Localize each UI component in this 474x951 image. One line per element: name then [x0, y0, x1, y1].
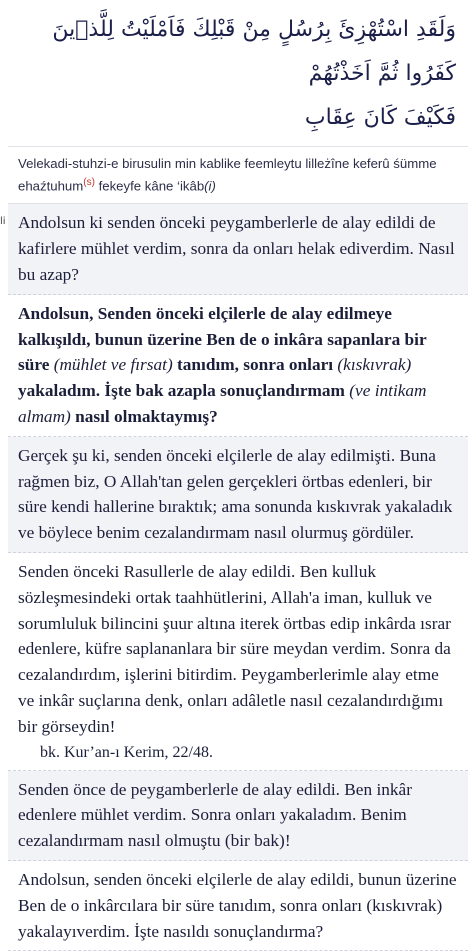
- transliteration-block: [8, 147, 468, 204]
- translation-text-4: Senden önceki Rasullerle de alay edildi. Ben kulluk sözleşmesindeki ortak taahhütlerini, Allah'a iman, kulluk ve sorumluluk bilincini şuur altına iterek örtbas edip inkârda ısrar edenlere, küfre saplananlara bir süre meydan verdim. Sonra da cezalandırdım, işlerini bitirdim. Peygamberlerimle alay etme ve inkâr suçlarına denk, onları adâletle nasıl cezalandırdığımı bir görseydin!: [18, 561, 451, 736]
- translation-block-2: [8, 295, 468, 437]
- translation-text-3: Gerçek şu ki, senden önceki elçilerle de alay edilmişti. Buna rağmen biz, O Allah'tan gelen gerçekleri örtbas edenleri, bir süre kendi hallerine bıraktık; ama sonunda kıskıvrak yakaladık ve böylece benim cezalandırmam nasıl olurmuş gördüler.: [18, 445, 453, 543]
- translation-2-italic-2: (kıskıvrak): [337, 355, 412, 375]
- translation-2-part-4: nasıl olmaktaymış?: [70, 406, 218, 426]
- transliteration-part-3: (i): [204, 177, 216, 193]
- transliteration-part-2: fekeyfe kâne ‘ikâb: [94, 177, 205, 193]
- edge-mark: li: [0, 216, 6, 228]
- reference-note: bk. Kur’an-ı Kerim, 22/48.: [40, 743, 213, 761]
- translation-text-2: [18, 301, 458, 430]
- arabic-verse-block: [8, 0, 468, 147]
- translation-2-part-2: tanıdım, sonra onları: [172, 355, 338, 375]
- translation-block-1: [0, 204, 468, 294]
- arabic-verse-line-2: فَكَيْفَ كَانَ عِقَابِ: [304, 105, 456, 130]
- translation-block-4: [8, 553, 468, 771]
- transliteration-part-1: Velekadi-stuhzi-e birusulin min kablike feemleytu lilleżîne keferû śümme ehaźtuhum: [18, 156, 437, 193]
- translation-2-italic-3: (ve intikam almam): [18, 381, 427, 426]
- translation-block-6: [8, 861, 468, 951]
- translation-2-part-1: Andolsun, Senden önceki elçilerle de alay edilmeye kalkışıldı, bunun üzerine Ben de o inkâra sapanlara bir süre: [18, 303, 427, 375]
- translation-text-5: Senden önce de peygamberlerle de alay edildi. Ben inkâr edenlere mühlet verdim. Sonra onları yakaladım. Benim cezalandırmam nasıl olmuştu (bir bak)!: [18, 779, 412, 851]
- translation-text-6: Andolsun, senden önceki elçilerle de alay edildi, bunun üzerine Ben de o inkârcılara bir süre tanıdım, sonra onları (kıskıvrak) yakalayıverdim. İşte nasıldı sonuçlandırma?: [18, 869, 457, 941]
- translation-block-5: [8, 771, 468, 861]
- transliteration-text: [18, 155, 458, 195]
- footnote-marker[interactable]: (s): [83, 176, 95, 188]
- translation-2-part-3: yakaladım. İşte bak azapla sonuçlandırmam: [18, 381, 350, 401]
- translation-2-italic-1: (mühlet ve fırsat): [53, 355, 173, 375]
- arabic-verse-line-1: وَلَقَدِ اسْتُهْزِئَ بِرُسُلٍ مِنْ قَبْلِكَ فَاَمْلَيْتُ لِلَّذ۪ينَ كَفَرُوا ثُمَّ اَخَذْتُهُمْ: [52, 17, 456, 86]
- translation-text-1: Andolsun ki senden önceki peygamberlerle de alay edildi de kafirlere mühlet verdim, sonra da onları helak ediverdim. Nasıl bu azap?: [18, 213, 455, 284]
- translation-block-3: [8, 437, 468, 553]
